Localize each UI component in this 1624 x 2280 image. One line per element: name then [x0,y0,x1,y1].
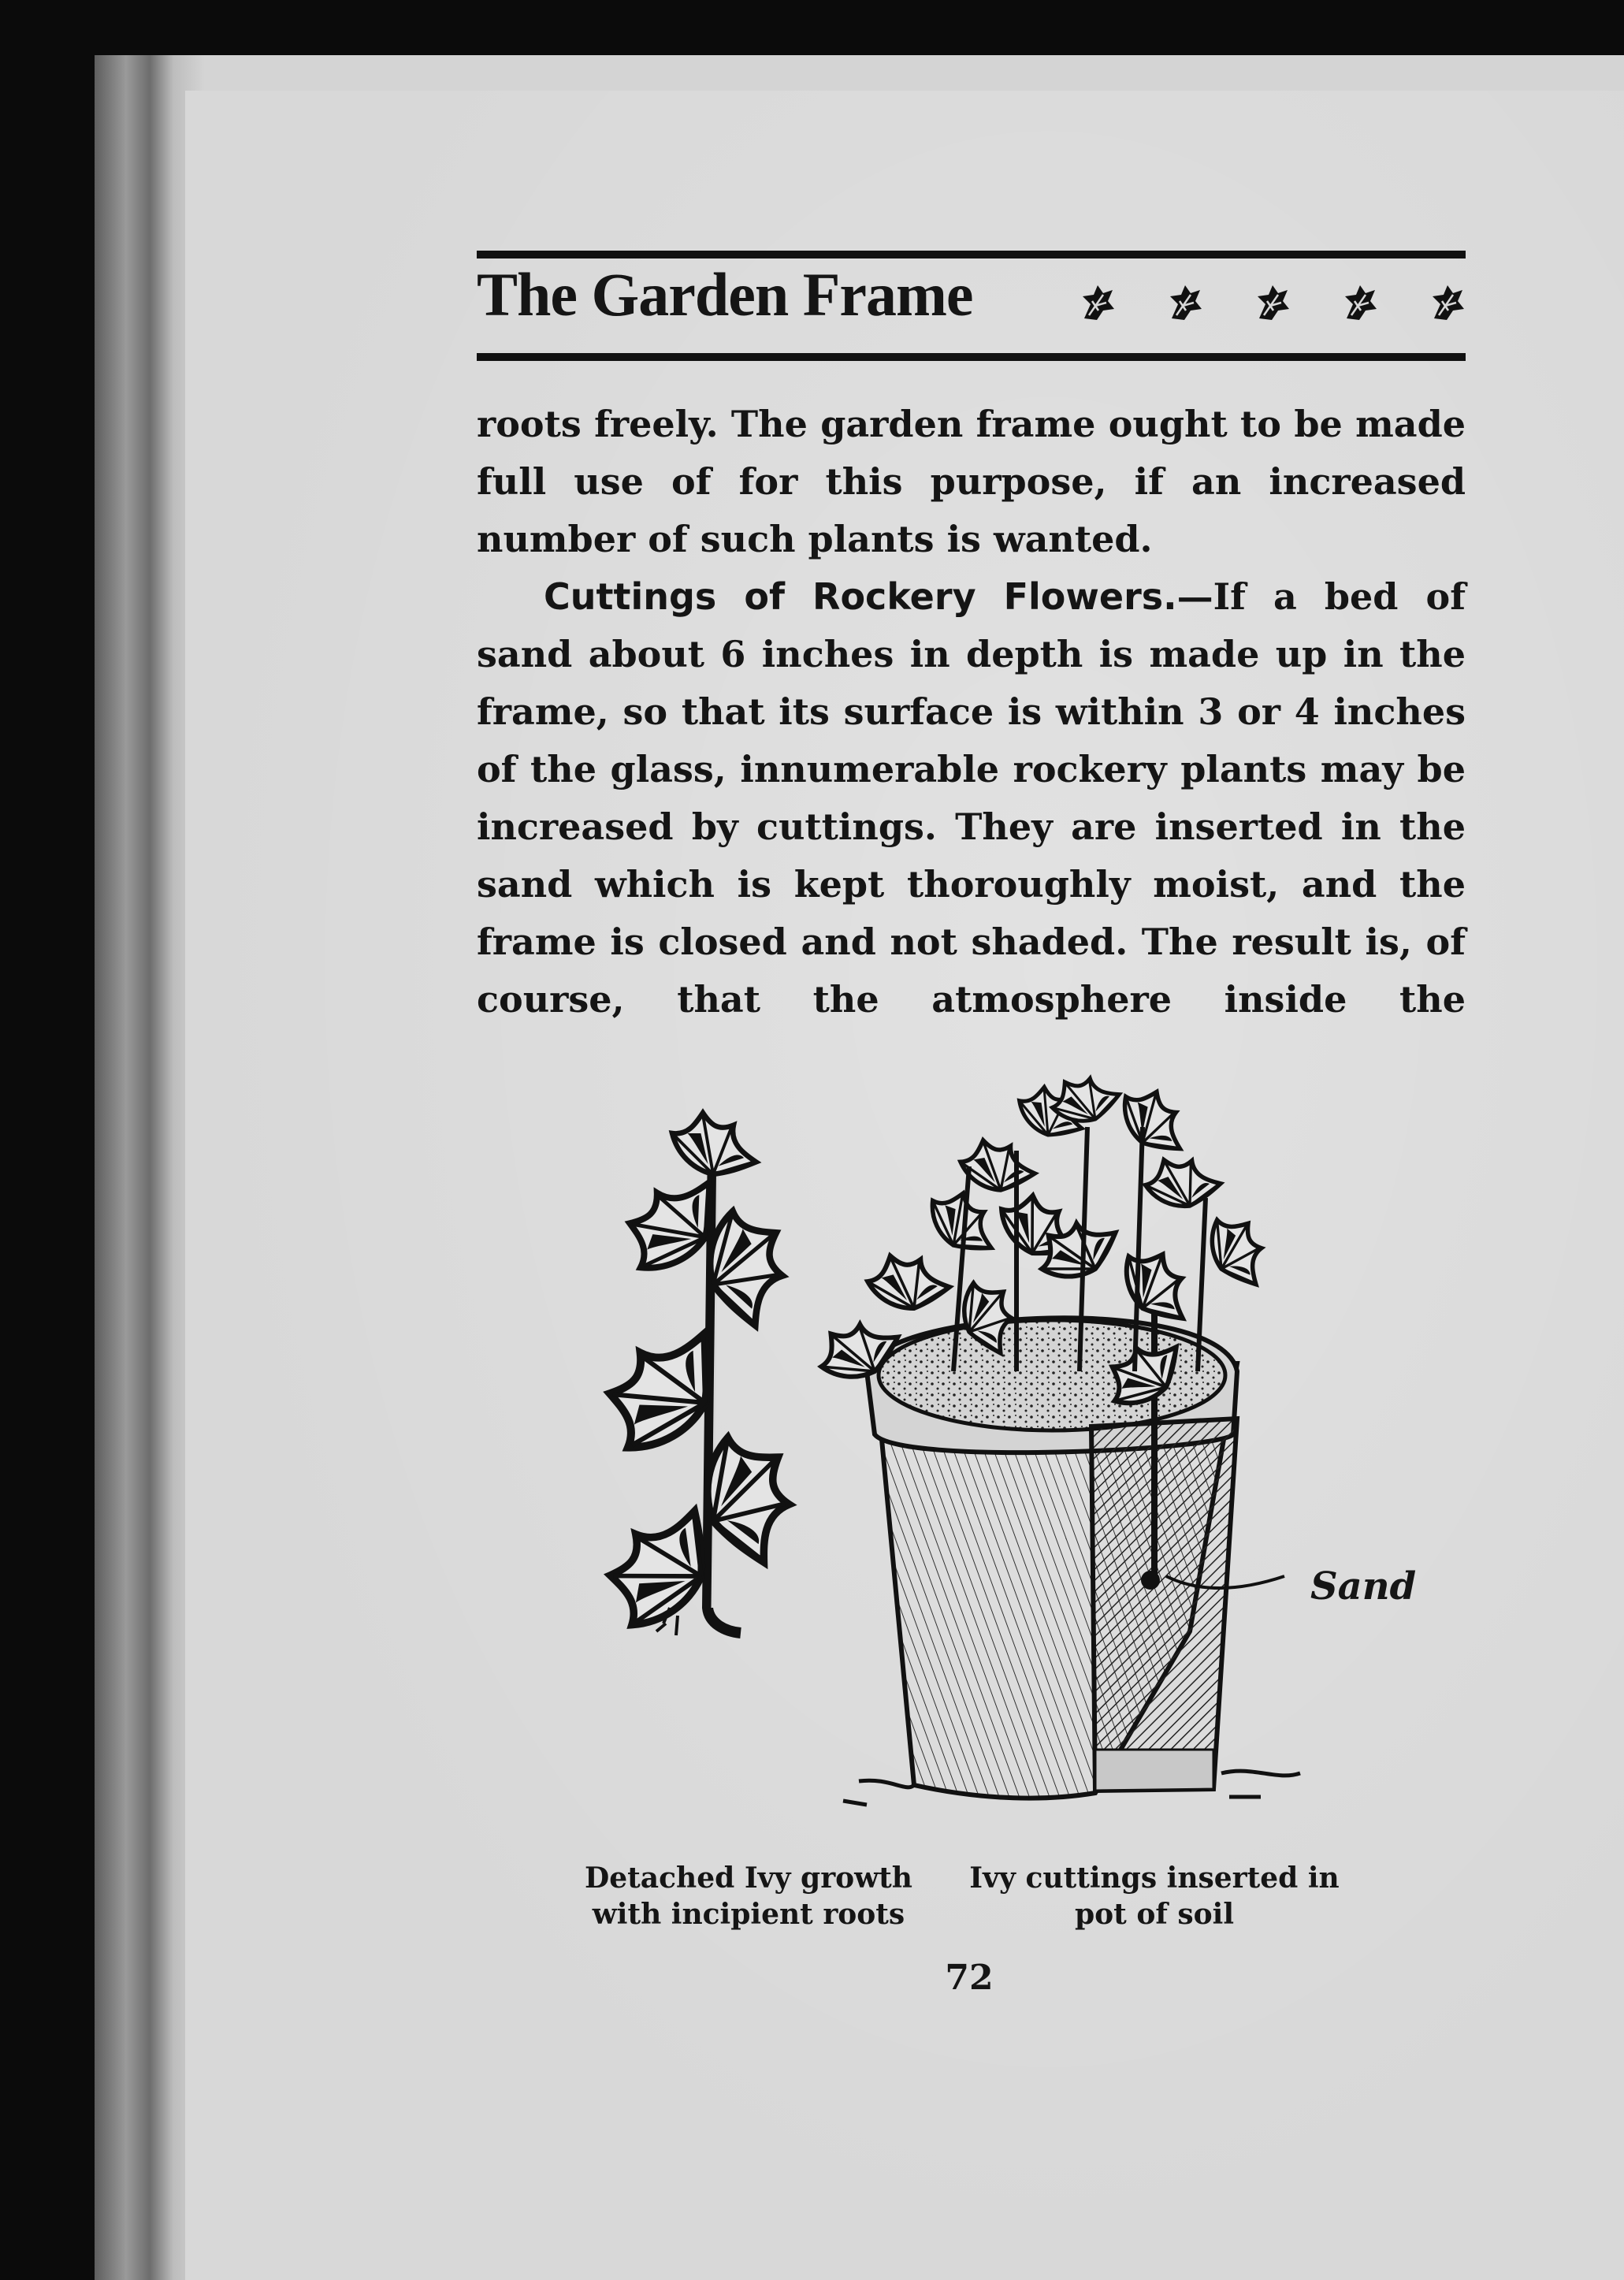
caption-line: Detached Ivy growth [585,1862,912,1895]
ivy-leaf-icon [1342,284,1378,323]
sand-label: Sand [1310,1564,1417,1609]
pot-drawing [809,1072,1300,1805]
body-text [477,396,1466,1028]
paragraph-text: —If a bed of sand about 6 inches in depth is made up in the frame, so that its surface is within 3 or 4 inches of the glass, innumerable rockery plants may be increased by cuttings. They are inserted in the sand which is kept thoroughly moist, and the frame is closed and not shaded. The result is, of course, that the atmosphere inside the [477,575,1466,1021]
page-number: 72 [945,1958,994,1998]
caption-line: Ivy cuttings inserted in [969,1862,1340,1895]
running-header-title: The Garden Frame [477,260,973,329]
caption-line: with incipient roots [592,1898,905,1931]
paragraph: roots freely. The garden frame ought to be made full use of for this purpose, if an increased number of such plants is wanted. [477,403,1466,560]
ivy-leaf-icon [1254,284,1291,323]
ivy-leaf-icon [1429,284,1466,323]
caption-left [544,1860,953,1932]
caption-right [953,1860,1355,1932]
ivy-leaf-icon [1167,284,1203,323]
header-bottom-rule [477,353,1466,361]
ivy-leaf-icon [1080,284,1116,323]
header-top-rule [477,251,1466,258]
paragraph [477,568,1466,1028]
caption-line: pot of soil [1074,1898,1234,1931]
detached-ivy-drawing [597,1113,823,1635]
ivy-cuttings-illustration [544,1072,1442,1844]
header-ornament-row [1080,284,1466,331]
run-in-heading: Cuttings of Rockery Flowers. [544,575,1177,618]
